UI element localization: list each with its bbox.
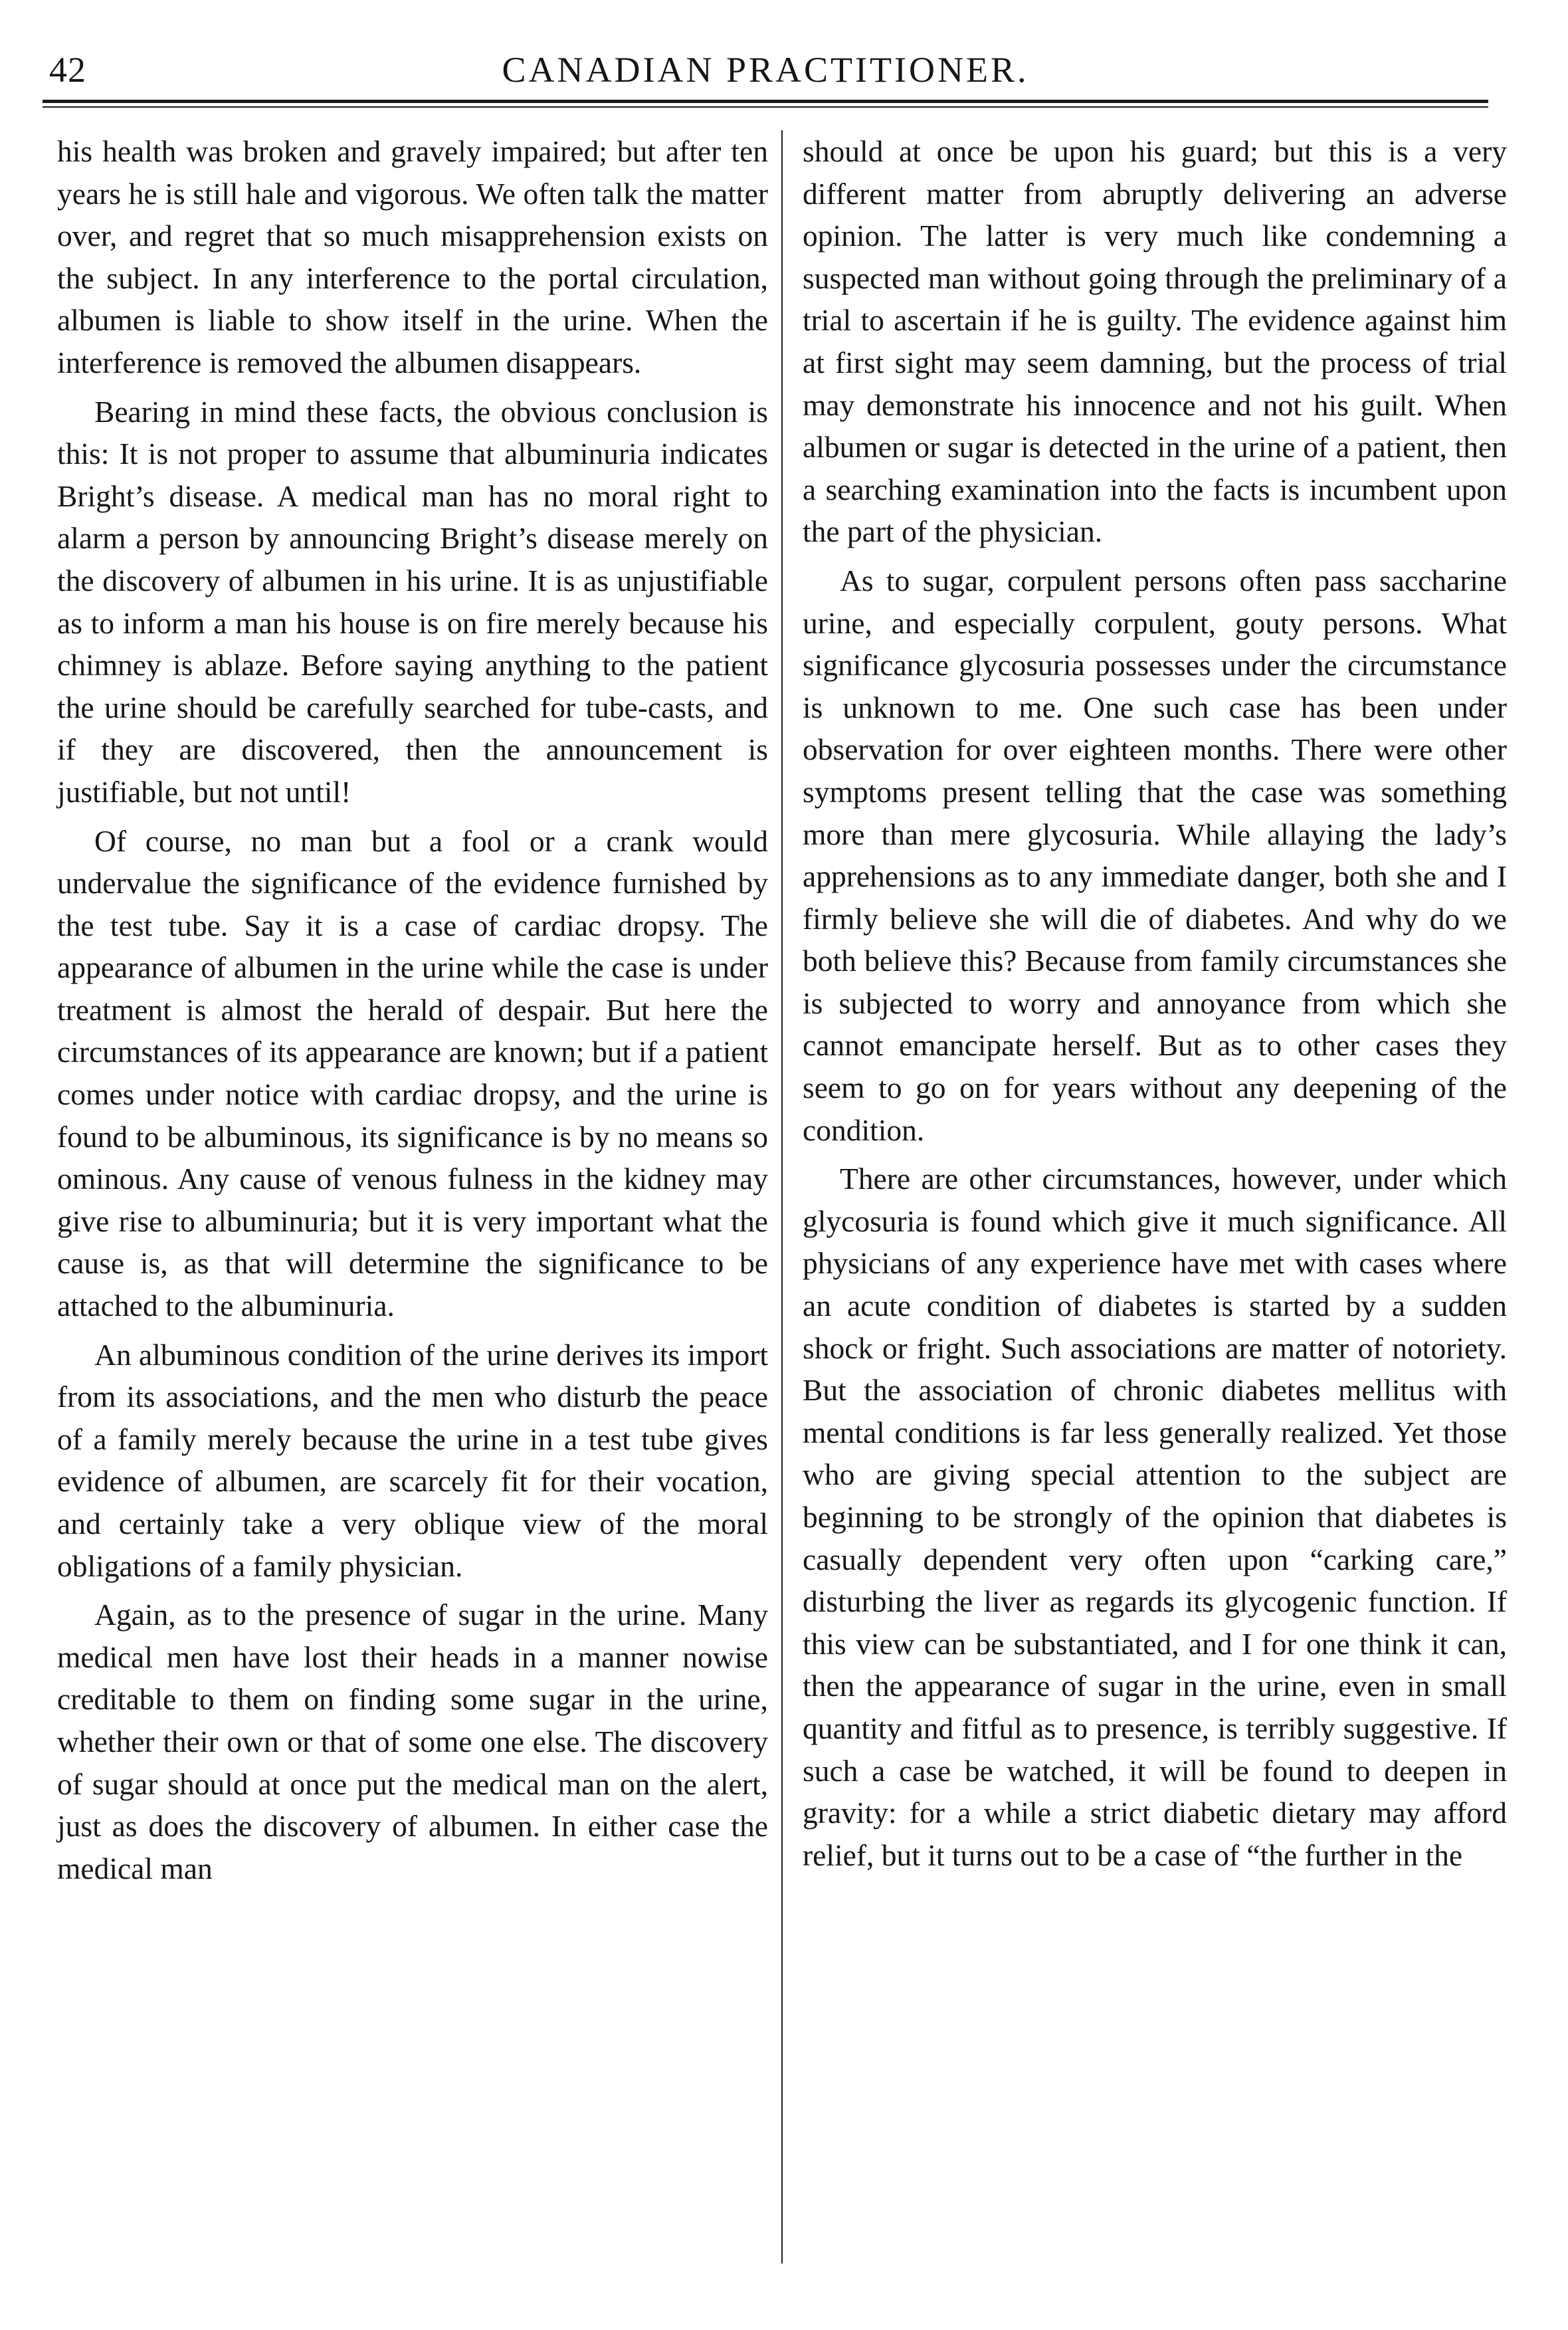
paragraph: should at once be upon his guard; but this is a very different matter from abruptly delivering an adverse opinion. The latter is very much like condemning a suspected man without going through the preliminary of a trial to ascertain if he is guilty. The evidence against him at first sight may seem damning, but the process of trial may demonstrate his innocence and not his guilt. When albumen or sugar is detected in the urine of a patient, then a searching examination into the facts is incumbent upon the part of the physician. <box>803 134 1507 549</box>
paragraph: his health was broken and gravely impaired; but after ten years he is still hale and vigorous. We often talk the matter over, and regret that so much misapprehension exists on the subject. In any interference to the portal circulation, albumen is liable to show itself in the urine. When the interference is removed the albumen disappears. <box>57 134 768 379</box>
page-number: 42 <box>49 50 86 90</box>
paragraph: Bearing in mind these facts, the obvious conclusion is this: It is not proper to assume that albuminuria indicates Bright’s disease. A medical man has no moral right to alarm a person by announcing Bright’s disease merely on the discovery of albumen in his urine. It is as unjustifiable as to inform a man his house is on fire merely because his chimney is ablaze. Before saying anything to the patient the urine should be carefully searched for tube-casts, and if they are discovered, then the announcement is justifiable, but not until! <box>57 394 768 809</box>
left-column <box>57 130 768 1896</box>
column-divider <box>781 130 783 2264</box>
paragraph: An albuminous condition of the urine derives its import from its associations, and the men who disturb the peace of a family merely because the urine in a test tube gives evidence of albumen, are scarcely fit for their vocation, and certainly take a very oblique view of the moral obligations of a family physician. <box>57 1337 768 1583</box>
paragraph: Again, as to the presence of sugar in the urine. Many medical men have lost their heads in a manner nowise creditable to them on finding some sugar in the urine, whether their own or that of some one else. The discovery of sugar should at once put the medical man on the alert, just as does the discovery of albumen. In either case the medical man <box>57 1598 768 1885</box>
right-column <box>803 130 1507 1883</box>
paragraph: As to sugar, corpulent persons often pass saccharine urine, and especially corpulent, gouty persons. What significance glycosuria possesses under the circumstance is unknown to me. One such case has been under observation for over eighteen months. There were other symptoms present telling that the case was something more than mere glycosuria. While allaying the lady’s apprehensions as to any immediate danger, both she and I firmly believe she will die of diabetes. And why do we both believe this? Because from family circumstances she is subjected to worry and annoyance from which she cannot emancipate herself. But as to other cases they seem to go on for years without any deepening of the condition. <box>803 563 1507 1147</box>
running-head: CANADIAN PRACTITIONER. <box>502 50 1029 90</box>
header-rule-thin <box>43 106 1488 108</box>
header-rule <box>43 100 1488 103</box>
page-header <box>43 40 1488 100</box>
paragraph: There are other circumstances, however, under which glycosuria is found which give it much significance. All physicians of any experience have met with cases where an acute condition of diabetes is started by a sudden shock or fright. Such associations are matter of notoriety. But the association of chronic diabetes mellitus with mental conditions is far less generally realized. Yet those who are giving special attention to the subject are beginning to be strongly of the opinion that diabetes is casually dependent very often upon “carking care,” disturbing the liver as regards its glycogenic function. If this view can be substantiated, and I for one think it can, then the appearance of sugar in the urine, even in small quantity and fitful as to presence, is terribly suggestive. If such a case be watched, it will be found to deepen in gravity: for a while a strict diabetic dietary may afford relief, but it turns out to be a case of “the further in the <box>803 1162 1507 1872</box>
paragraph: Of course, no man but a fool or a crank would undervalue the significance of the evidence furnished by the test tube. Say it is a case of cardiac dropsy. The appearance of albumen in the urine while the case is under treatment is almost the herald of despair. But here the circumstances of its appearance are known; but if a patient comes under notice with cardiac dropsy, and the urine is found to be albuminous, its significance is by no means so ominous. Any cause of venous fulness in the kidney may give rise to albuminuria; but it is very important what the cause is, as that will determine the significance to be attached to the albuminuria. <box>57 823 768 1323</box>
